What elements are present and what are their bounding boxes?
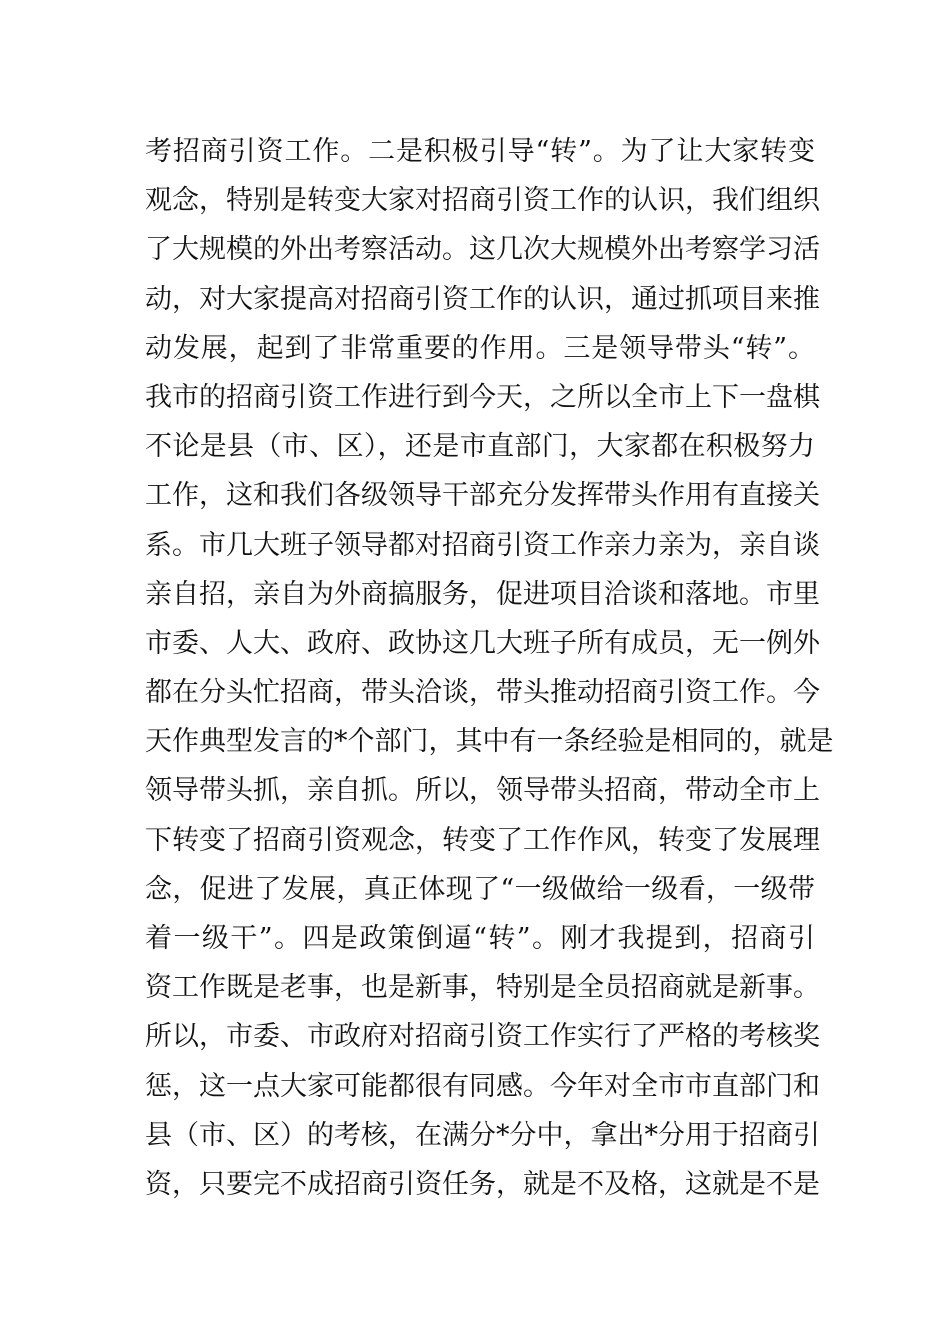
text-line-22: 资，只要完不成招商引资任务，就是不及格，这就是不是 [145, 1168, 820, 1200]
text-line-11: 市委、人大、政府、政协这几大班子所有成员，无一例外 [145, 627, 820, 659]
text-line-2: 观念，特别是转变大家对招商引资工作的认识，我们组织 [145, 185, 820, 217]
body-text [145, 127, 834, 1209]
text-line-12: 都在分头忙招商，带头洽谈，带头推动招商引资工作。今 [145, 677, 820, 709]
text-line-19: 所以，市委、市政府对招商引资工作实行了严格的考核奖 [145, 1021, 820, 1053]
text-line-3: 了大规模的外出考察活动。这几次大规模外出考察学习活 [145, 234, 820, 266]
text-line-4: 动，对大家提高对招商引资工作的认识，通过抓项目来推 [145, 283, 820, 315]
text-line-6: 我市的招商引资工作进行到今天，之所以全市上下一盘棋 [145, 381, 820, 413]
text-line-1: 考招商引资工作。二是积极引导“转”。为了让大家转变 [145, 136, 815, 167]
text-line-14: 领导带头抓，亲自抓。所以，领导带头招商，带动全市上 [145, 775, 820, 807]
text-line-7: 不论是县（市、区），还是市直部门，大家都在积极努力 [145, 431, 815, 463]
text-line-18: 资工作既是老事，也是新事，特别是全员招商就是新事。 [145, 972, 820, 1004]
text-line-21: 县（市、区）的考核，在满分*分中，拿出*分用于招商引 [145, 1119, 820, 1151]
text-line-8: 工作，这和我们各级领导干部充分发挥带头作用有直接关 [145, 480, 820, 512]
text-line-20: 惩，这一点大家可能都很有同感。今年对全市市直部门和 [145, 1070, 820, 1102]
text-line-13: 天作典型发言的*个部门，其中有一条经验是相同的，就是 [145, 726, 834, 758]
text-line-9: 系。市几大班子领导都对招商引资工作亲力亲为，亲自谈 [145, 529, 820, 561]
text-line-15: 下转变了招商引资观念，转变了工作作风，转变了发展理 [145, 824, 820, 856]
text-line-5: 动发展，起到了非常重要的作用。三是领导带头“转”。 [145, 332, 815, 364]
text-line-17: 着一级干”。四是政策倒逼“转”。刚才我提到，招商引 [145, 923, 815, 954]
text-line-16: 念，促进了发展，真正体现了“一级做给一级看，一级带 [145, 873, 815, 905]
text-line-10: 亲自招，亲自为外商搞服务，促进项目洽谈和落地。市里 [145, 578, 820, 610]
